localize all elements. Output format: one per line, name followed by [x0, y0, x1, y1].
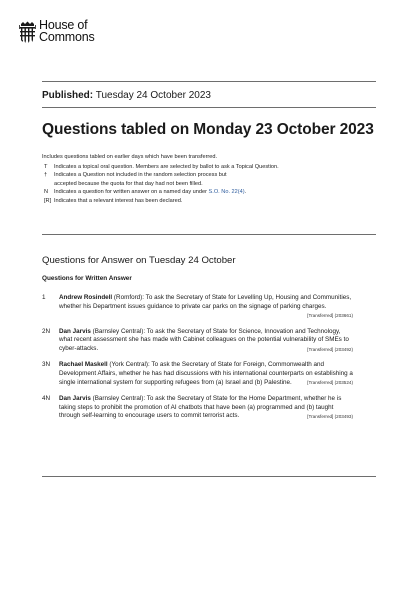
document-title: Questions tabled on Monday 23 October 2023 [42, 121, 374, 138]
member-name: Rachael Maskell [59, 361, 108, 369]
member-name: Dan Jarvis [59, 394, 91, 402]
logo-line-1: House of [39, 18, 88, 32]
legend-symbol: N [44, 189, 49, 196]
legend-item-quota [42, 171, 376, 188]
question-item [42, 328, 376, 355]
question-reference: [Transferred] (203524) [307, 380, 353, 386]
question-number: 4N [42, 394, 51, 402]
question-text: To ask the Secretary of State for the Home Department, whether he is taking steps to prohibit the promotion of AI chatbots that have been (a) programmed and (b) taught through self-learning to encourage users to commit terrorist acts. [59, 394, 342, 420]
question-body [59, 395, 353, 422]
legend-intro: Includes questions tabled on earlier days which have been transferred. [42, 154, 218, 160]
question-item [42, 361, 376, 388]
question-reference: [Transferred] (203493) [307, 413, 353, 419]
question-body [59, 294, 353, 321]
legend-item-relevant-interest [42, 197, 376, 206]
question-item [42, 294, 376, 321]
house-of-commons-logo [19, 20, 95, 44]
question-text: To ask the Secretary of State for Science, Innovation and Technology, what recent assessment she has made with Cabinet colleagues on the potential vulnerability of SMEs to cyber-attacks. [59, 327, 349, 353]
question-reference: [Transferred] (203661) [307, 312, 353, 318]
divider-bottom [42, 476, 376, 477]
member-name: Andrew Rosindell [59, 294, 113, 301]
legend-symbol: T [44, 163, 48, 170]
legend-item-topical [42, 163, 376, 172]
legend [42, 153, 376, 206]
legend-text-before-link: Indicates a question for written answer on a named day under [54, 189, 209, 196]
question-text: To ask the Secretary of State for Levelling Up, Housing and Communities, whether his Department issues guidance to private car parks on the signage of parking charges. [59, 294, 352, 310]
logo-line-2: Commons [39, 29, 95, 44]
member-constituency: (Barnsley Central): [90, 394, 146, 402]
member-constituency: (York Central): [107, 361, 150, 369]
legend-text: Indicates a Question not included in the random selection process but accepted because the quota for that day had not been filled. [54, 172, 227, 187]
legend-text: Indicates a topical oral question. Members are selected by ballot to ask a Topical Question. [54, 163, 279, 170]
section-subtitle: Questions for Written Answer [42, 275, 132, 282]
question-number: 3N [42, 361, 51, 369]
divider-section [42, 234, 376, 235]
member-constituency: (Romford): [112, 294, 145, 301]
divider-top [42, 81, 376, 82]
legend-item-named-day [42, 188, 376, 197]
question-item [42, 395, 376, 422]
standing-order-link[interactable]: S.O. No. 22(4) [208, 189, 245, 196]
legend-text-after-link: . [244, 189, 247, 196]
published-date: Tuesday 24 October 2023 [95, 90, 211, 101]
logo-wordmark [39, 20, 95, 43]
member-constituency: (Barnsley Central): [90, 327, 146, 335]
question-body [59, 328, 353, 355]
published-line [42, 90, 211, 101]
legend-text [54, 188, 374, 197]
question-list [42, 294, 376, 428]
question-body [59, 361, 353, 388]
legend-symbol: † [44, 172, 48, 179]
legend-text: Indicates that a relevant interest has been declared. [54, 197, 183, 204]
published-label: Published: [42, 90, 94, 101]
member-name: Dan Jarvis [59, 327, 91, 335]
question-reference: [Transferred] (203492) [307, 346, 353, 352]
question-text: To ask the Secretary of State for Foreign, Commonwealth and Development Affairs, whether he has had discussions with his international counterparts on establishing a single international system for supporting refugees from (a) Israel and (b) Palestine. [59, 361, 353, 386]
divider-middle [42, 107, 376, 108]
question-number: 2N [42, 327, 51, 335]
legend-symbol: [R] [44, 197, 52, 204]
question-number: 1 [42, 294, 46, 301]
portcullis-icon [19, 20, 36, 44]
section-title: Questions for Answer on Tuesday 24 October [42, 255, 236, 266]
